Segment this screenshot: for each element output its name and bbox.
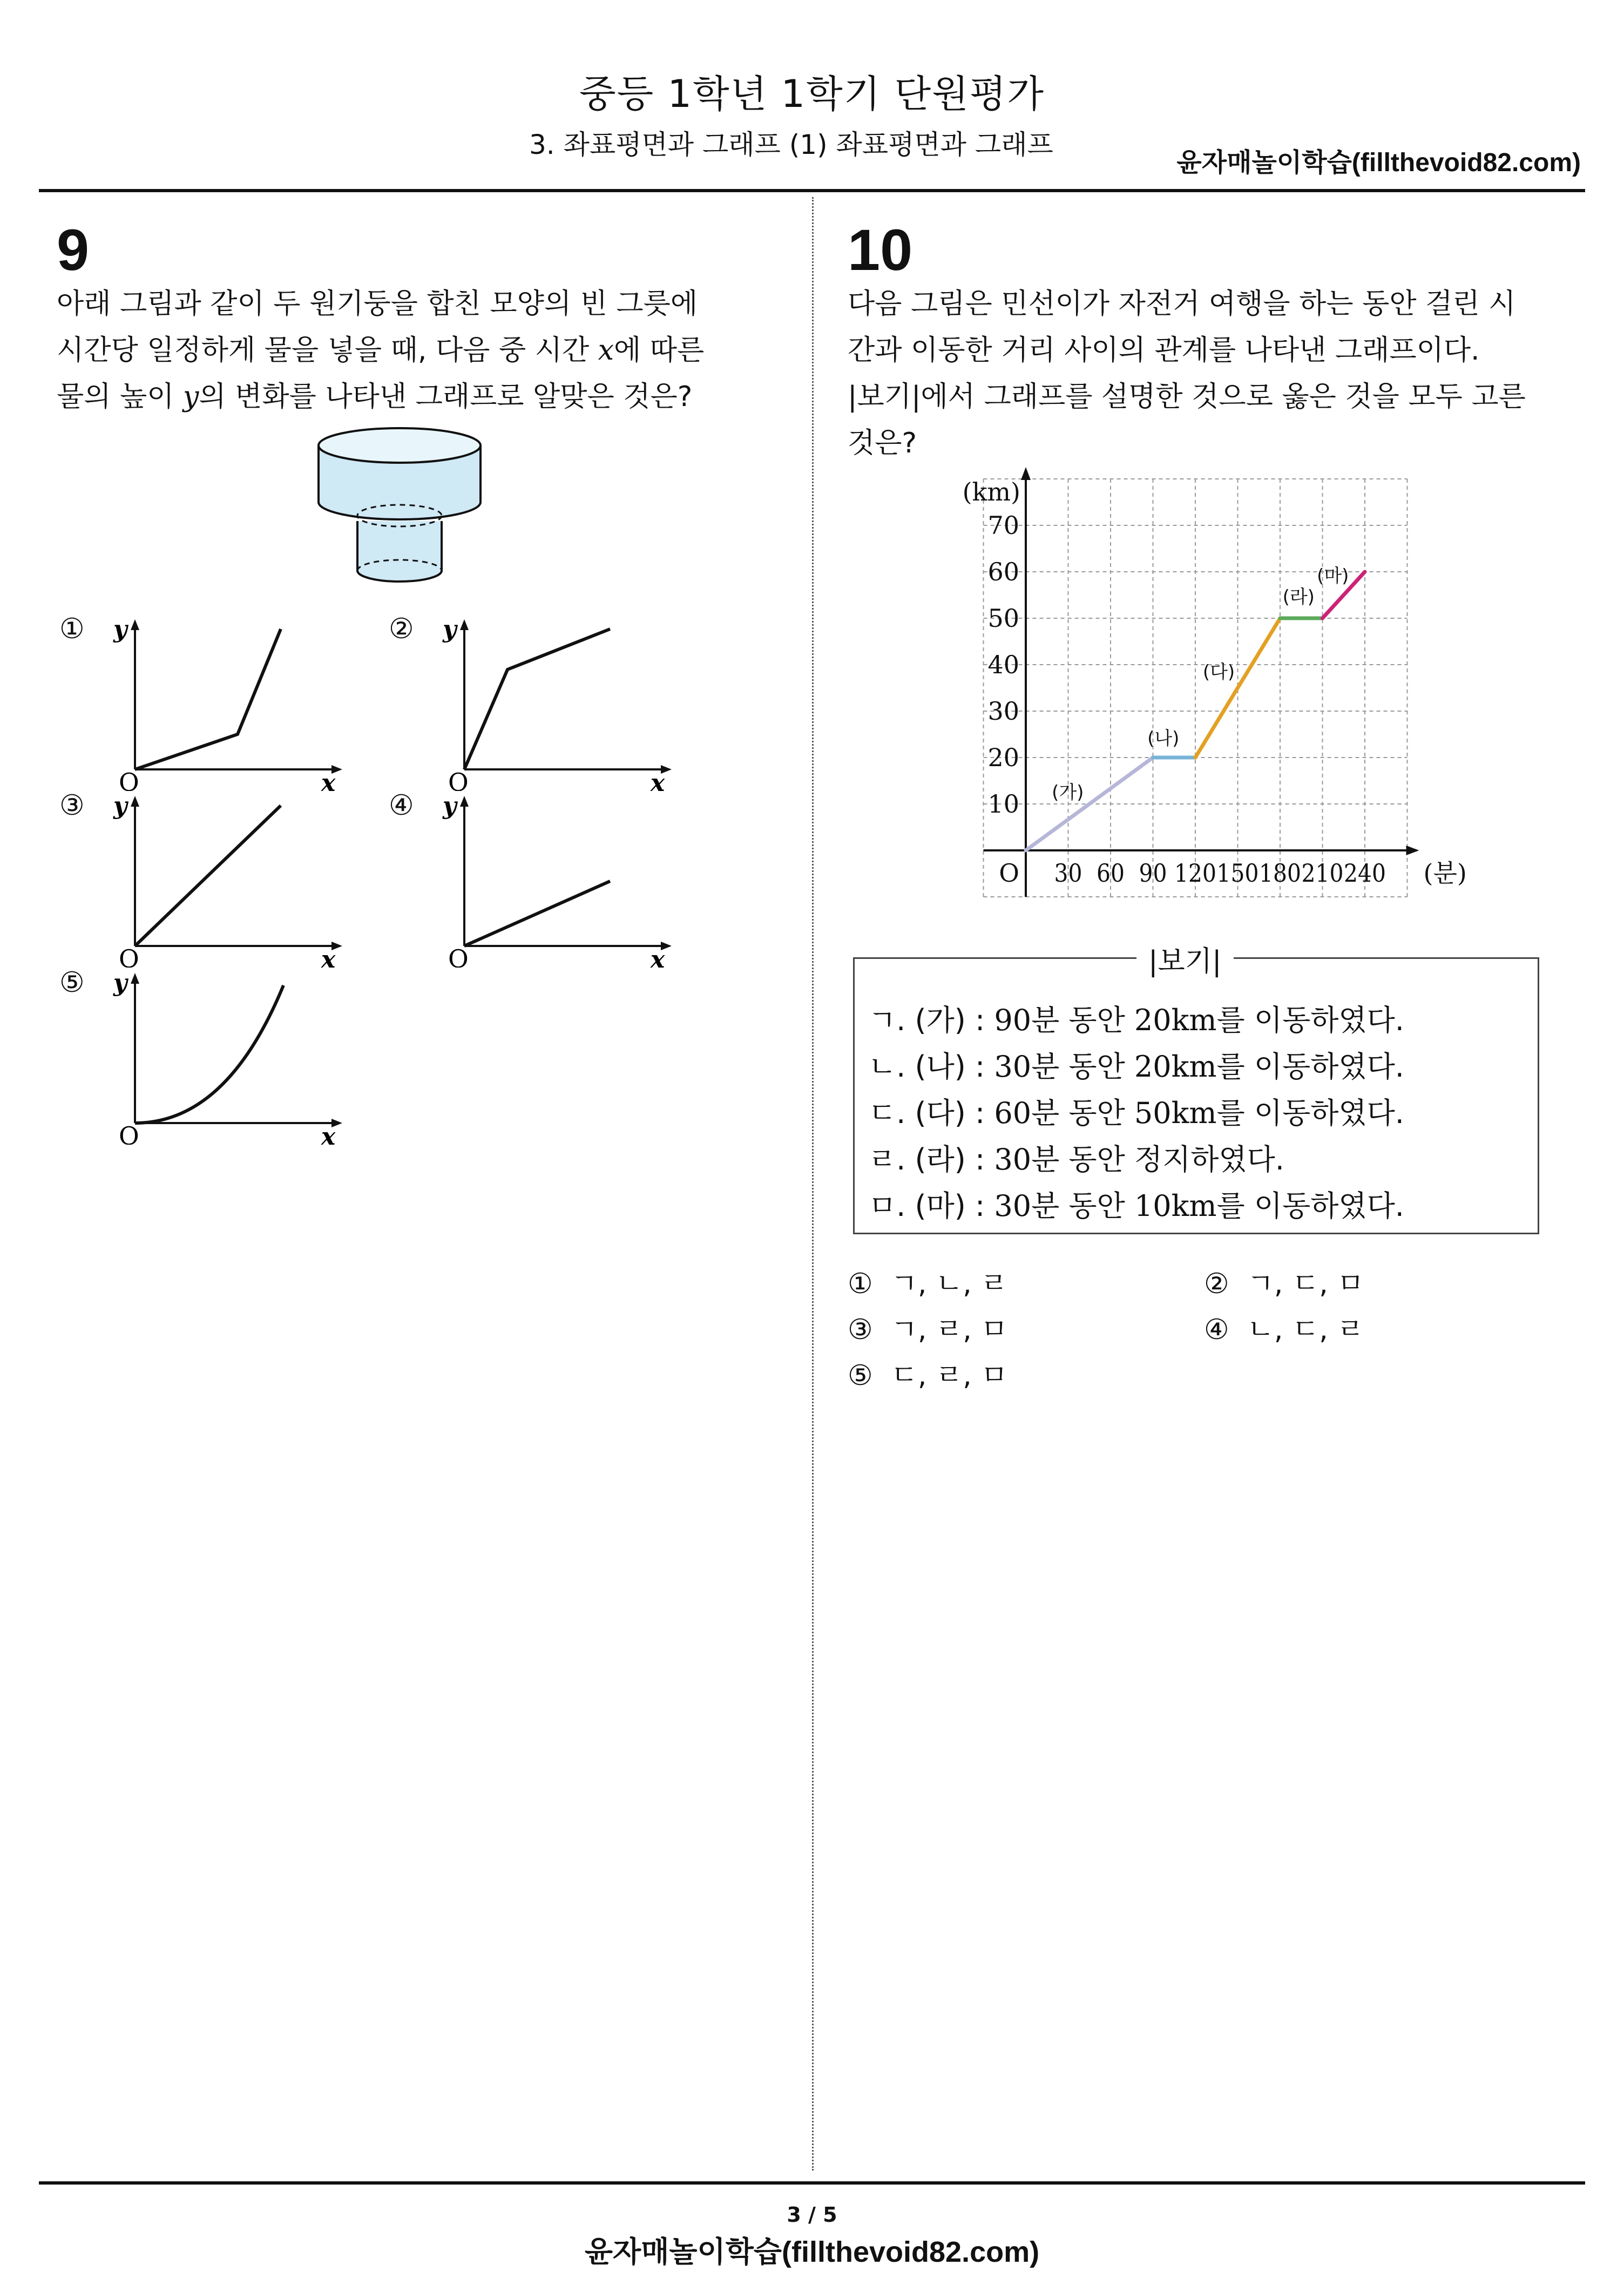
q9-graph-4 — [432, 789, 680, 968]
q10-line-1: 다음 그림은 민선이가 자전거 여행을 하는 동안 걸린 시 — [848, 288, 1516, 320]
svg-text:O: O — [119, 944, 139, 968]
svg-text:y: y — [443, 792, 457, 820]
series-label: (나) — [1147, 728, 1180, 749]
origin-label: O — [999, 858, 1019, 888]
q9-graph-1 — [103, 613, 351, 791]
q9-line-2: 시간당 일정하게 물을 넣을 때, 다음 중 시간 x에 따른 — [57, 334, 705, 367]
y-axis-label: (km) — [962, 477, 1020, 506]
example-box-title: |보기| — [1136, 938, 1234, 979]
svg-text:O: O — [448, 768, 469, 791]
q10-choice-2[interactable]: ② ㄱ, ㄷ, ㅁ — [1204, 1268, 1364, 1300]
series-label: (마) — [1317, 565, 1349, 587]
x-axis-arrow — [1406, 846, 1419, 855]
y-axis-arrow — [1021, 467, 1031, 480]
series-segment — [1195, 618, 1280, 758]
q9-line-3: 물의 높이 y의 변화를 나타낸 그래프로 알맞은 것은? — [57, 381, 693, 413]
statement-item: ㄴ. (나) : 30분 동안 20km를 이동하였다. — [868, 1050, 1404, 1084]
q9-option-mark: ④ — [389, 789, 414, 822]
q10-number: 10 — [848, 217, 913, 282]
q10-choice-5[interactable]: ⑤ ㄷ, ㄹ, ㅁ — [848, 1360, 1008, 1392]
example-statements — [868, 997, 1527, 1229]
page-title: 중등 1학년 1학기 단원평가 — [579, 72, 1045, 116]
y-tick-label: 50 — [987, 604, 1019, 633]
x-axis-label: (분) — [1423, 858, 1467, 888]
statement-item: ㄷ. (다) : 60분 동안 50km를 이동하였다. — [868, 1096, 1404, 1130]
svg-text:y: y — [113, 969, 127, 997]
svg-text:x: x — [321, 1123, 336, 1145]
x-tick-label: 30 — [1054, 858, 1082, 888]
q9-number: 9 — [57, 217, 90, 282]
q9-option-mark: ③ — [59, 789, 85, 822]
q10-line-2: 간과 이동한 거리 사이의 관계를 나타낸 그래프이다. — [848, 334, 1480, 367]
y-tick-label: 60 — [987, 557, 1019, 586]
series-label: (라) — [1282, 586, 1315, 608]
svg-text:x: x — [321, 769, 336, 791]
q10-choice-4[interactable]: ④ ㄴ, ㄷ, ㄹ — [1204, 1314, 1364, 1346]
y-tick-label: 70 — [987, 511, 1019, 540]
q10-choice-3[interactable]: ③ ㄱ, ㄹ, ㅁ — [848, 1314, 1008, 1346]
page-number: 3 / 5 — [787, 2203, 837, 2227]
x-tick-label: 210 — [1301, 858, 1344, 888]
page-subtitle: 3. 좌표평면과 그래프 (1) 좌표평면과 그래프 — [529, 129, 1053, 160]
q9-graph-3 — [103, 789, 351, 968]
q9-line-1: 아래 그림과 같이 두 원기둥을 합친 모양의 빈 그릇에 — [57, 288, 698, 320]
y-tick-label: 10 — [987, 789, 1019, 819]
q10-choice-1[interactable]: ① ㄱ, ㄴ, ㄹ — [848, 1268, 1008, 1300]
y-tick-label: 30 — [987, 697, 1019, 726]
x-tick-label: 150 — [1216, 858, 1259, 888]
x-tick-label: 90 — [1139, 858, 1167, 888]
q10-line-3: |보기|에서 그래프를 설명한 것으로 옳은 것을 모두 고른 — [848, 381, 1526, 413]
svg-text:y: y — [113, 616, 127, 643]
svg-text:x: x — [651, 769, 665, 791]
q10-line-4: 것은? — [848, 427, 917, 459]
svg-text:O: O — [119, 1121, 139, 1145]
svg-text:x: x — [321, 946, 336, 968]
q9-graph-5 — [103, 966, 351, 1145]
header-rule — [39, 189, 1585, 192]
y-tick-label: 20 — [987, 743, 1019, 772]
x-tick-label: 180 — [1259, 858, 1301, 888]
x-tick-label: 60 — [1097, 858, 1125, 888]
series-label: (다) — [1202, 661, 1235, 683]
header-brand: 윤자매놀이학습(fillthevoid82.com) — [1176, 148, 1581, 177]
svg-text:y: y — [443, 616, 457, 643]
x-tick-label: 120 — [1174, 858, 1216, 888]
container-figure — [313, 424, 497, 597]
svg-text:O: O — [119, 768, 139, 791]
q9-graph-2 — [432, 613, 680, 791]
footer-brand: 윤자매놀이학습(fillthevoid82.com) — [584, 2236, 1040, 2268]
footer-rule — [39, 2181, 1585, 2185]
q9-option-mark: ⑤ — [59, 966, 85, 999]
column-divider — [812, 197, 814, 2171]
y-tick-label: 40 — [987, 650, 1019, 679]
svg-text:x: x — [651, 946, 665, 968]
q9-option-mark: ② — [389, 613, 414, 645]
svg-text:y: y — [113, 792, 127, 820]
statement-item: ㄹ. (라) : 30분 동안 정지하였다. — [868, 1142, 1284, 1177]
q9-text — [57, 281, 750, 420]
statement-item: ㄱ. (가) : 90분 동안 20km를 이동하였다. — [868, 1003, 1404, 1037]
series-label: (가) — [1052, 782, 1084, 803]
statement-item: ㅁ. (마) : 30분 동안 10km를 이동하였다. — [868, 1189, 1404, 1223]
distance-time-chart — [939, 464, 1469, 907]
svg-text:O: O — [448, 944, 469, 968]
q10-text — [848, 281, 1544, 466]
x-tick-label: 240 — [1344, 858, 1386, 888]
q9-option-mark: ① — [59, 613, 85, 645]
